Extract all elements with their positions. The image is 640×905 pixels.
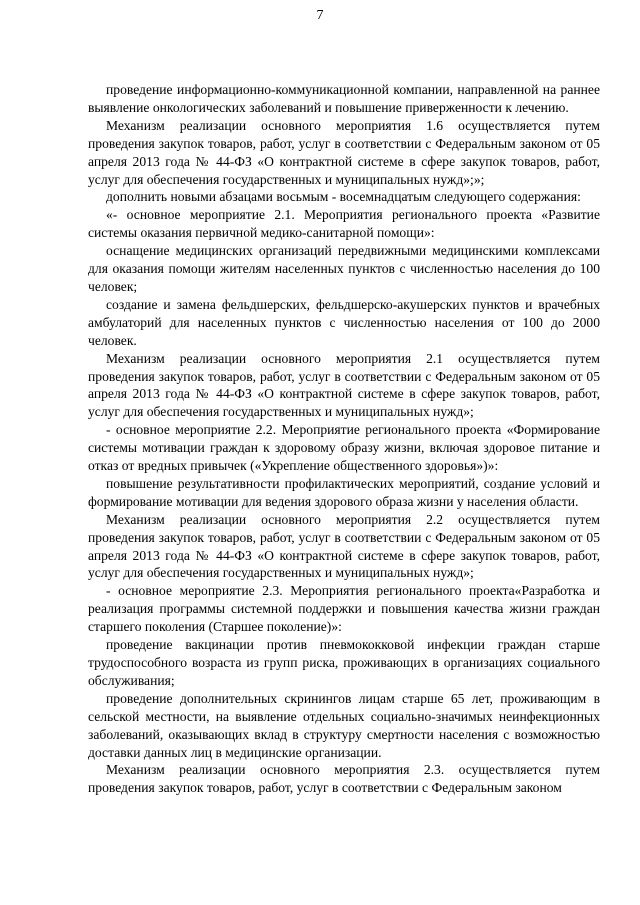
paragraph-4: «- основное мероприятие 2.1. Мероприятия регионального проекта «Развитие системы оказания первичной медико-санитарной помощи»: xyxy=(88,207,600,241)
paragraph-7: Механизм реализации основного мероприятия 2.1 осуществляется путем проведения закупок товаров, работ, услуг в соответствии с Федеральным законом от 05 апреля 2013 года № 44-ФЗ «О контрактной системе в сфере закупок товаров, работ, услуг для обеспечения государственных и муниципальных нужд»; xyxy=(88,350,600,420)
paragraph-8: - основное мероприятие 2.2. Мероприятие регионального проекта «Формирование системы мотивации граждан к здоровому образу жизни, включая здоровое питание и отказ от вредных привычек («Укрепление общественного здоровья»)»: xyxy=(88,422,600,474)
paragraph-14: Механизм реализации основного мероприятия 2.3. осуществляется путем проведения закупок товаров, работ, услуг в соответствии с Федеральным законом xyxy=(88,762,600,796)
paragraph-10: Механизм реализации основного мероприятия 2.2 осуществляется путем проведения закупок товаров, работ, услуг в соответствии с Федеральным законом от 05 апреля 2013 года № 44-ФЗ «О контрактной системе в сфере закупок товаров, работ, услуг для обеспечения государственных и муниципальных нужд»; xyxy=(88,511,600,581)
paragraph-11: - основное мероприятие 2.3. Мероприятия регионального проекта«Разработка и реализация программы системной поддержки и повышения качества жизни граждан старшего поколения (Старшее поколение)»: xyxy=(88,583,600,635)
paragraph-2: Механизм реализации основного мероприятия 1.6 осуществляется путем проведения закупок товаров, работ, услуг в соответствии с Федеральным законом от 05 апреля 2013 года № 44-ФЗ «О контрактной системе в сфере закупок товаров, работ, услуг для обеспечения государственных и муниципальных нужд»;»; xyxy=(88,117,600,187)
page-number: 7 xyxy=(316,8,324,23)
paragraph-12: проведение вакцинации против пневмококковой инфекции граждан старше трудоспособного возраста из групп риска, проживающих в организациях социального обслуживания; xyxy=(88,637,600,688)
paragraph-1: проведение информационно-коммуникационной компании, направленной на раннее выявление онкологических заболеваний и повышение приверженности к лечению. xyxy=(88,82,600,115)
paragraph-6: создание и замена фельдшерских, фельдшерско-акушерских пунктов и врачебных амбулаторий для населенных пунктов с численностью населения от 100 до 2000 человек. xyxy=(88,296,600,348)
paragraph-3: дополнить новыми абзацами восьмым - восемнадцатым следующего содержания: xyxy=(106,189,581,205)
paragraph-5: оснащение медицинских организаций передвижными медицинскими комплексами для оказания помощи жителям населенных пунктов с численностью населения до 100 человек; xyxy=(88,243,600,294)
paragraph-9: повышение результативности профилактических мероприятий, создание условий и формирование мотивации для ведения здорового образа жизни у населения области. xyxy=(88,475,600,509)
paragraph-13: проведение дополнительных скринингов лицам старше 65 лет, проживающим в сельской местности, на выявление отдельных социально-значимых неинфекционных заболеваний, оказывающих вклад в структуру смертности населения с возможностью доставки данных лиц в медицинские организации. xyxy=(88,690,600,760)
document-body xyxy=(88,81,600,797)
